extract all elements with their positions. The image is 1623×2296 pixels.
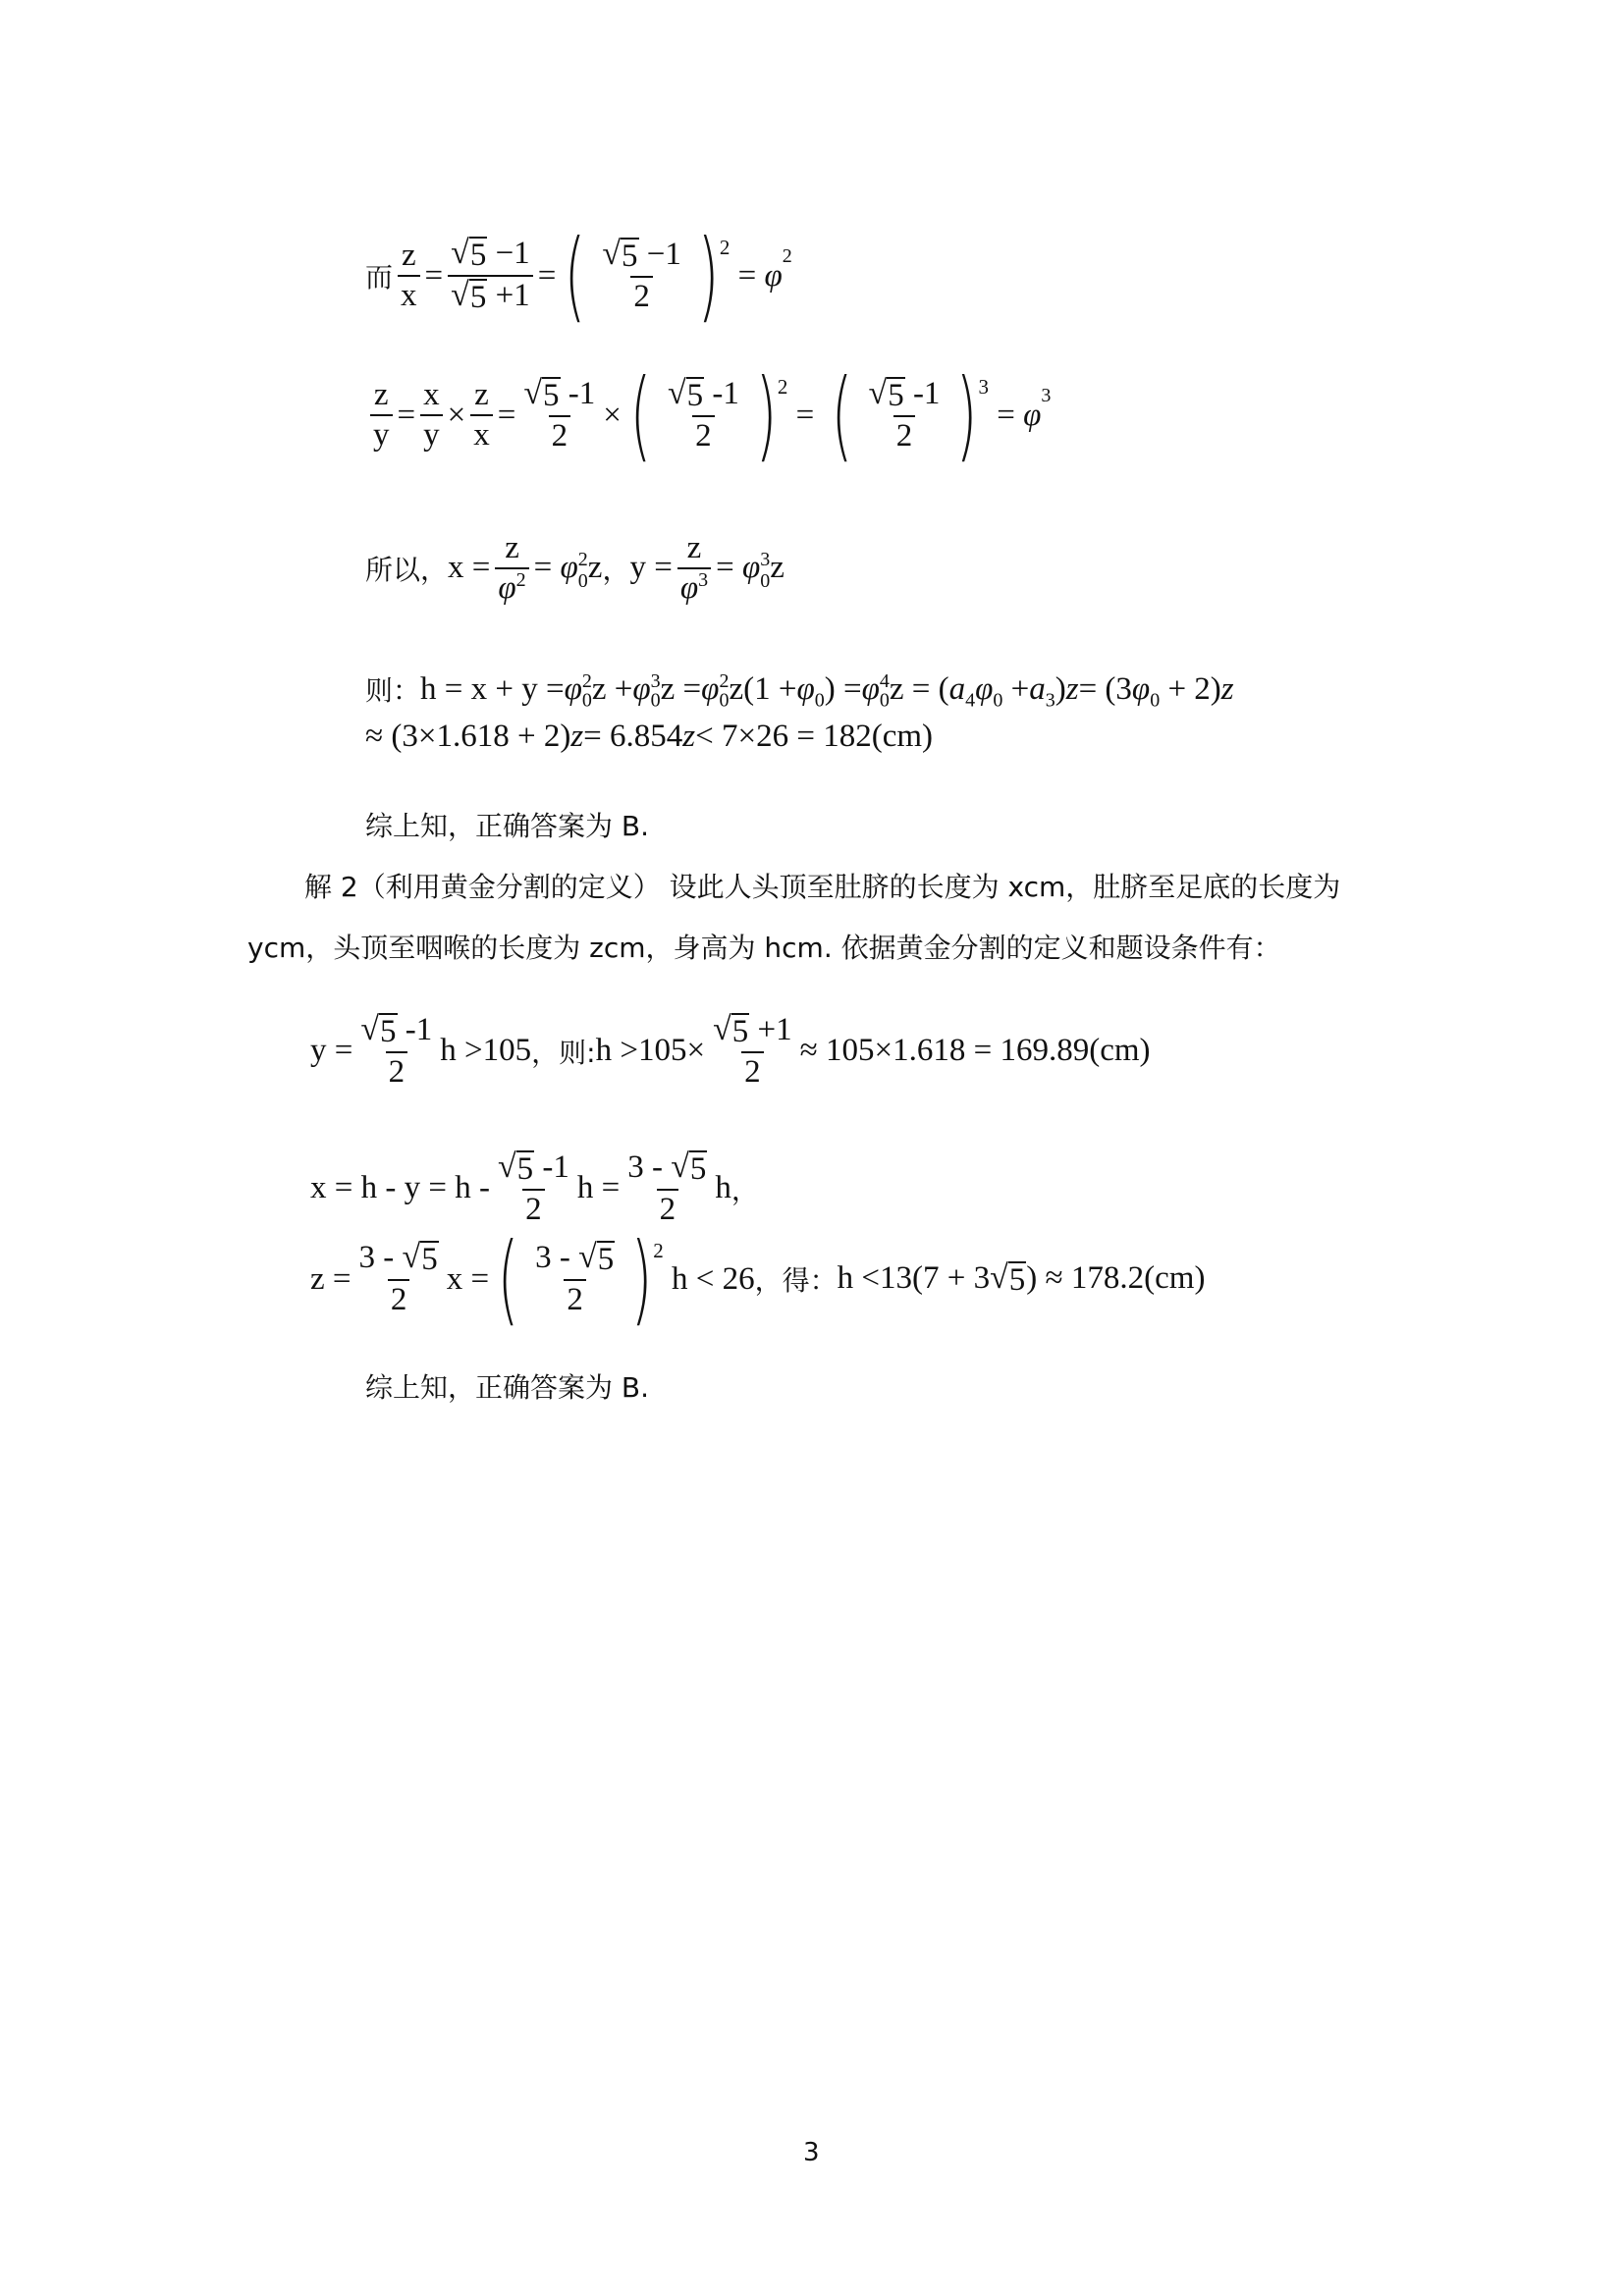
equation-x-y-in-z: 所以， x = $\frac{z}{\varphi^2}$ = φ $_0^2$z ， y = $\frac{z}{\varphi^3}$ = φ $_0^3$z (365, 530, 784, 606)
equation-h-expansion: 则： h = x + y = φ $_0^2$z + φ $_0^3$z = φ $_0^2$z(1 + φ $_0$) = φ $_0^4$z = ( a $_4$ φ $_0$ + a $_3$) z = (3 φ $_0$ + 2) z (365, 669, 1234, 712)
equation-z-over-y: $\frac{z}{y}$ = $\frac{x}{y}$ × $\frac{z}{x}$ = √ 5 -1 2 × ( √ 5 -1 2 ) 2 = ( √ 5 -1 2 ) 3 = φ 3 (365, 371, 1051, 459)
fraction-golden-ratio: √ 5 −1 2 (602, 236, 681, 314)
solution2-line1: 解 2（利用黄金分割的定义） 设此人头顶至肚脐的长度为 xcm，肚脐至足底的长度为 (304, 871, 1341, 903)
fraction-sqrt5-minus1-over-sqrt5-plus1: √ 5 −1 √ 5 +1 (448, 237, 533, 314)
page-number: 3 (803, 2138, 820, 2167)
equation-x-in-h: x = h - y = h - √ 5 -1 2 h = 3 - √ 5 2 h ， (310, 1148, 759, 1227)
equation-z-over-x: 而 $\frac{z}{x}$ = √ 5 −1 √ 5 +1 = ( √ 5 −1 2 ) 2 = φ 2 (365, 218, 792, 333)
equation-h-upper-bound: z = 3 - √ 5 2 x = ( 3 - √ 5 2 ) 2 h < 26 ，得： h <13(7 + 3 √ 5 ) ≈ 178.2(cm) (310, 1221, 1206, 1336)
solution2-line2: ycm，头顶至咽喉的长度为 zcm，身高为 hcm. 依据黄金分割的定义和题设条件有： (247, 932, 1281, 964)
fraction-z-x: $\frac{z}{x}$ (398, 239, 420, 312)
equation-y-h-lower-bound: y = √ 5 -1 2 h >105 ，则: h >105× √ 5 +1 2 ≈ 105×1.618 = 169.89(cm) (310, 1011, 1151, 1090)
conclusion-2: 综上知，正确答案为 B. (365, 1371, 650, 1404)
conclusion-1: 综上知，正确答案为 B. (365, 810, 650, 842)
equation-h-estimate: ≈ (3×1.618 + 2) z = 6.854 z < 7×26 = 182(cm) (365, 719, 934, 754)
text-er: 而 (365, 261, 394, 294)
